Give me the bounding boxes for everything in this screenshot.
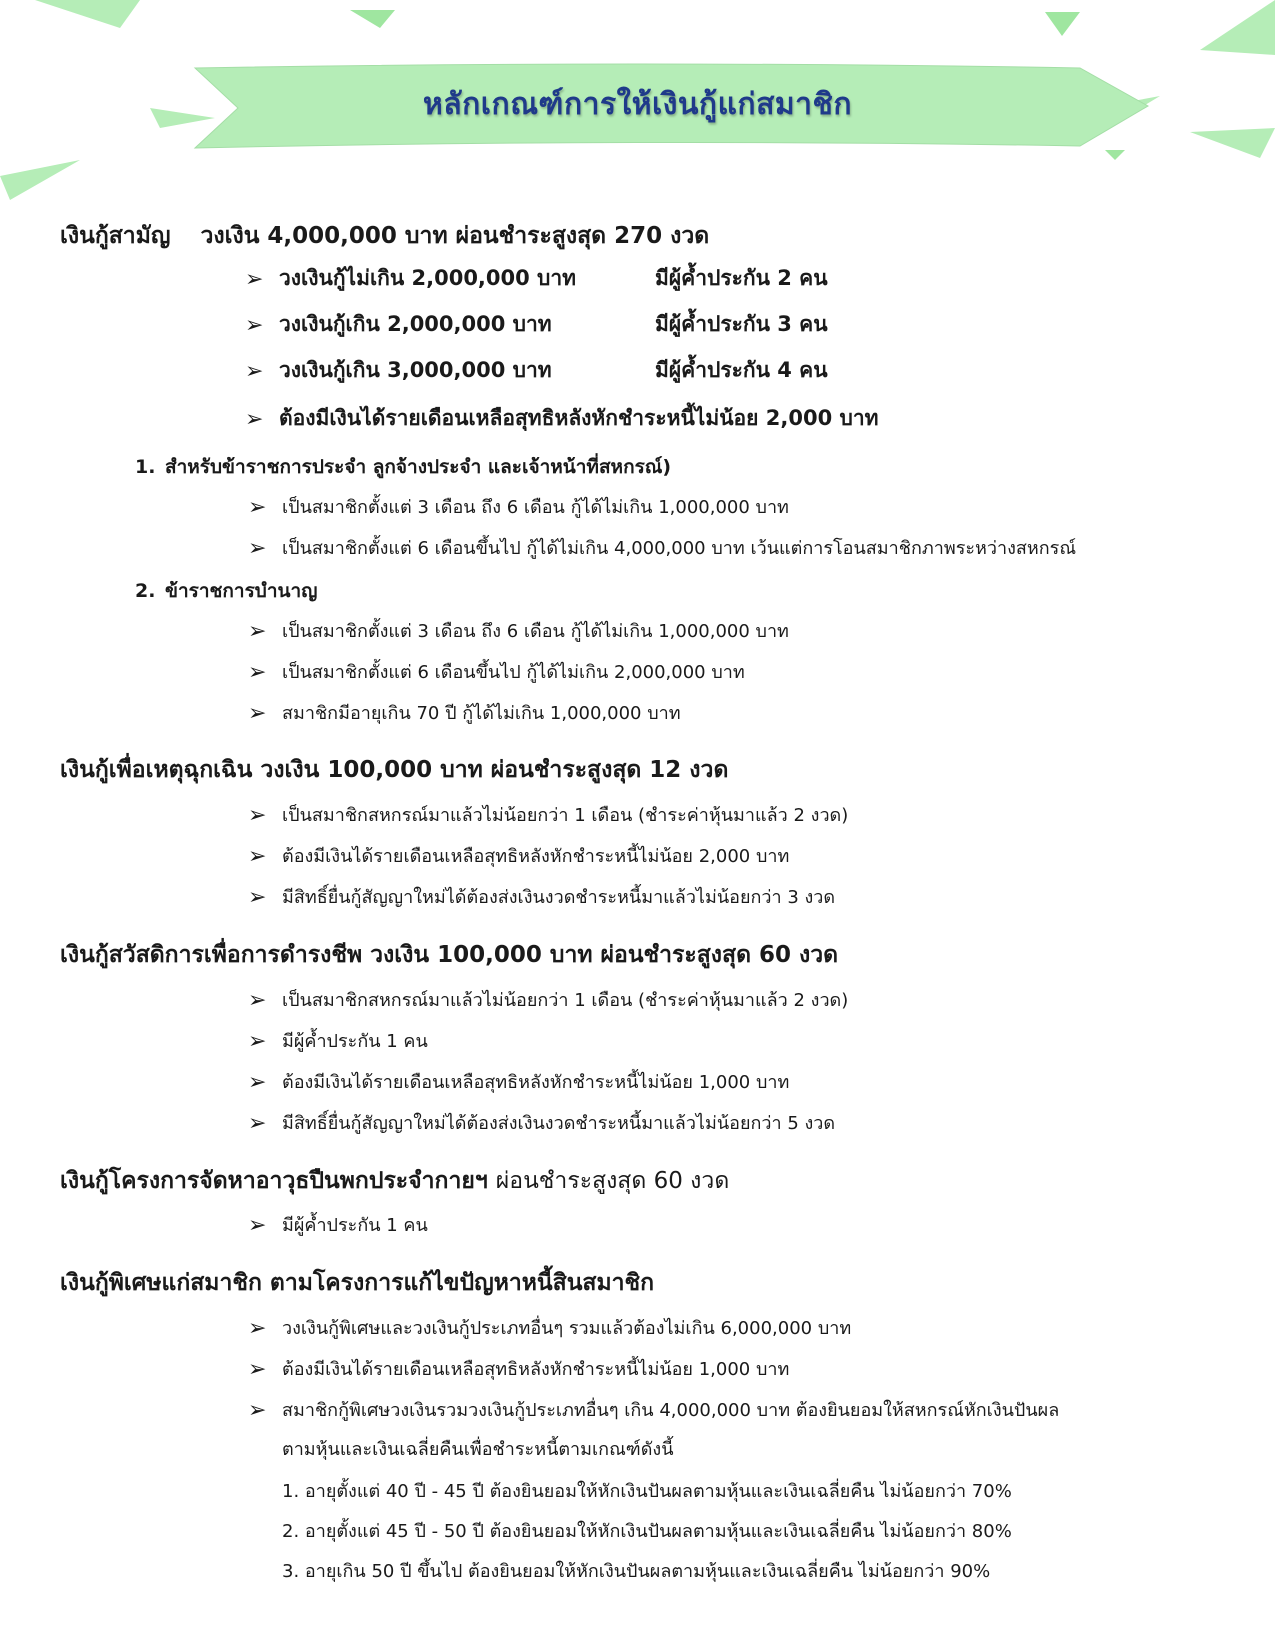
list-item: ➢ วงเงินกู้เกิน 2,000,000 บาท (245, 312, 552, 338)
deco-triangle (150, 108, 215, 128)
list-item: ➢ เป็นสมาชิกตั้งแต่ 3 เดือน ถึง 6 เดือน กู้ได้ไม่เกิน 1,000,000 บาท (248, 495, 789, 520)
list-item: ➢ ต้องมีเงินได้รายเดือนเหลือสุทธิหลังหักชำระหนี้ไม่น้อย 1,000 บาท (248, 1070, 790, 1095)
arrow-right-icon: ➢ (248, 885, 267, 910)
arrow-right-icon: ➢ (248, 1357, 267, 1382)
deco-triangle (0, 160, 80, 200)
list-item: ➢ มีผู้ค้ำประกัน 1 คน (248, 1029, 428, 1054)
heading-label: เงินกู้สามัญ (60, 223, 171, 249)
section-heading-ordinary-loan (60, 218, 709, 254)
list-item: ➢ ต้องมีเงินได้รายเดือนเหลือสุทธิหลังหักชำระหนี้ไม่น้อย 1,000 บาท (248, 1357, 790, 1382)
arrow-right-icon: ➢ (248, 844, 267, 869)
list-item: ➢ มีสิทธิ์ยื่นกู้สัญญาใหม่ได้ต้องส่งเงินงวดชำระหนี้มาแล้วไม่น้อยกว่า 3 งวด (248, 885, 836, 910)
list-item: ➢ มีผู้ค้ำประกัน 1 คน (248, 1213, 428, 1238)
arrow-right-icon: ➢ (245, 313, 264, 338)
arrow-right-icon: ➢ (245, 407, 264, 432)
list-item-continuation: ตามหุ้นและเงินเฉลี่ยคืนเพื่อชำระหนี้ตามเกณฑ์ดังนี้ (282, 1439, 674, 1460)
deco-triangle (35, 0, 140, 28)
arrow-right-icon: ➢ (248, 1213, 267, 1238)
arrow-right-icon: ➢ (248, 536, 267, 561)
list-item: ➢ เป็นสมาชิกตั้งแต่ 6 เดือนขึ้นไป กู้ได้ไม่เกิน 2,000,000 บาท (248, 660, 745, 685)
heading-detail: วงเงิน 4,000,000 บาท ผ่อนชำระสูงสุด 270 งวด (200, 223, 710, 249)
list-item: ➢ วงเงินกู้พิเศษและวงเงินกู้ประเภทอื่นๆ รวมแล้วต้องไม่เกิน 6,000,000 บาท (248, 1316, 852, 1341)
list-item: ➢ เป็นสมาชิกสหกรณ์มาแล้วไม่น้อยกว่า 1 เดือน (ชำระค่าหุ้นมาแล้ว 2 งวด) (248, 988, 849, 1013)
heading-detail: ผ่อนชำระสูงสุด 60 งวด (495, 1168, 730, 1194)
section-heading-special-loan: เงินกู้พิเศษแก่สมาชิก ตามโครงการแก้ไขปัญหาหนี้สินสมาชิก (60, 1270, 655, 1296)
criteria-item: 2. อายุตั้งแต่ 45 ปี - 50 ปี ต้องยินยอมให้หักเงินปันผลตามหุ้นและเงินเฉลี่ยคืน ไม่น้อยกว่า 80% (282, 1521, 1012, 1542)
arrow-right-icon: ➢ (245, 267, 264, 292)
list-item: ➢ เป็นสมาชิกตั้งแต่ 6 เดือนขึ้นไป กู้ได้ไม่เกิน 4,000,000 บาท เว้นแต่การโอนสมาชิกภาพระหว่างสหกรณ์ (248, 536, 1077, 561)
list-item: ➢ เป็นสมาชิกสหกรณ์มาแล้วไม่น้อยกว่า 1 เดือน (ชำระค่าหุ้นมาแล้ว 2 งวด) (248, 803, 849, 828)
guarantor-text: มีผู้ค้ำประกัน 2 คน (655, 266, 828, 290)
arrow-right-icon: ➢ (245, 359, 264, 384)
arrow-right-icon: ➢ (248, 495, 267, 520)
list-item: ➢ มีสิทธิ์ยื่นกู้สัญญาใหม่ได้ต้องส่งเงินงวดชำระหนี้มาแล้วไม่น้อยกว่า 5 งวด (248, 1111, 836, 1136)
deco-triangle (350, 10, 395, 28)
arrow-right-icon: ➢ (248, 1029, 267, 1054)
page-title: หลักเกณฑ์การให้เงินกู้แก่สมาชิก (422, 86, 853, 122)
guarantor-text: มีผู้ค้ำประกัน 3 คน (655, 312, 828, 336)
section-heading-emergency-loan: เงินกู้เพื่อเหตุฉุกเฉิน วงเงิน 100,000 บาท ผ่อนชำระสูงสุด 12 งวด (60, 757, 729, 783)
deco-triangle (1200, 0, 1275, 55)
arrow-right-icon: ➢ (248, 1111, 267, 1136)
subsection-heading: 2. ข้าราชการบำนาญ (135, 580, 318, 602)
list-item: ➢ สมาชิกมีอายุเกิน 70 ปี กู้ได้ไม่เกิน 1,000,000 บาท (248, 701, 681, 726)
section-heading-firearm-loan (60, 1163, 729, 1199)
list-item: ➢ วงเงินกู้ไม่เกิน 2,000,000 บาท (245, 266, 577, 292)
deco-triangle (1045, 12, 1080, 36)
criteria-item: 3. อายุเกิน 50 ปี ขึ้นไป ต้องยินยอมให้หักเงินปันผลตามหุ้นและเงินเฉลี่ยคืน ไม่น้อยกว่า 90% (282, 1561, 991, 1582)
arrow-right-icon: ➢ (248, 701, 267, 726)
criteria-item: 1. อายุตั้งแต่ 40 ปี - 45 ปี ต้องยินยอมให้หักเงินปันผลตามหุ้นและเงินเฉลี่ยคืน ไม่น้อยกว่า 70% (282, 1481, 1012, 1502)
list-item: ➢ วงเงินกู้เกิน 3,000,000 บาท (245, 358, 552, 384)
heading-label: เงินกู้โครงการจัดหาอาวุธปืนพกประจำกายฯ (60, 1168, 488, 1194)
arrow-right-icon: ➢ (248, 1070, 267, 1095)
arrow-right-icon: ➢ (248, 619, 267, 644)
list-item: ➢ ต้องมีเงินได้รายเดือนเหลือสุทธิหลังหักชำระหนี้ไม่น้อย 2,000 บาท (245, 406, 879, 432)
list-item: ➢ ต้องมีเงินได้รายเดือนเหลือสุทธิหลังหักชำระหนี้ไม่น้อย 2,000 บาท (248, 844, 790, 869)
arrow-right-icon: ➢ (248, 988, 267, 1013)
list-item: ➢ เป็นสมาชิกตั้งแต่ 3 เดือน ถึง 6 เดือน กู้ได้ไม่เกิน 1,000,000 บาท (248, 619, 789, 644)
arrow-right-icon: ➢ (248, 1398, 267, 1423)
section-heading-welfare-loan: เงินกู้สวัสดิการเพื่อการดำรงชีพ วงเงิน 100,000 บาท ผ่อนชำระสูงสุด 60 งวด (60, 942, 839, 968)
arrow-right-icon: ➢ (248, 660, 267, 685)
list-item: ➢ สมาชิกกู้พิเศษวงเงินรวมวงเงินกู้ประเภทอื่นๆ เกิน 4,000,000 บาท ต้องยินยอมให้สหกรณ์หักเงินปันผล (248, 1398, 1060, 1423)
subsection-heading: 1. สำหรับข้าราชการประจำ ลูกจ้างประจำ และเจ้าหน้าที่สหกรณ์) (135, 456, 672, 478)
arrow-right-icon: ➢ (248, 803, 267, 828)
guarantor-text: มีผู้ค้ำประกัน 4 คน (655, 358, 828, 382)
arrow-right-icon: ➢ (248, 1316, 267, 1341)
deco-triangle (1190, 128, 1275, 158)
deco-triangle (1105, 150, 1125, 160)
